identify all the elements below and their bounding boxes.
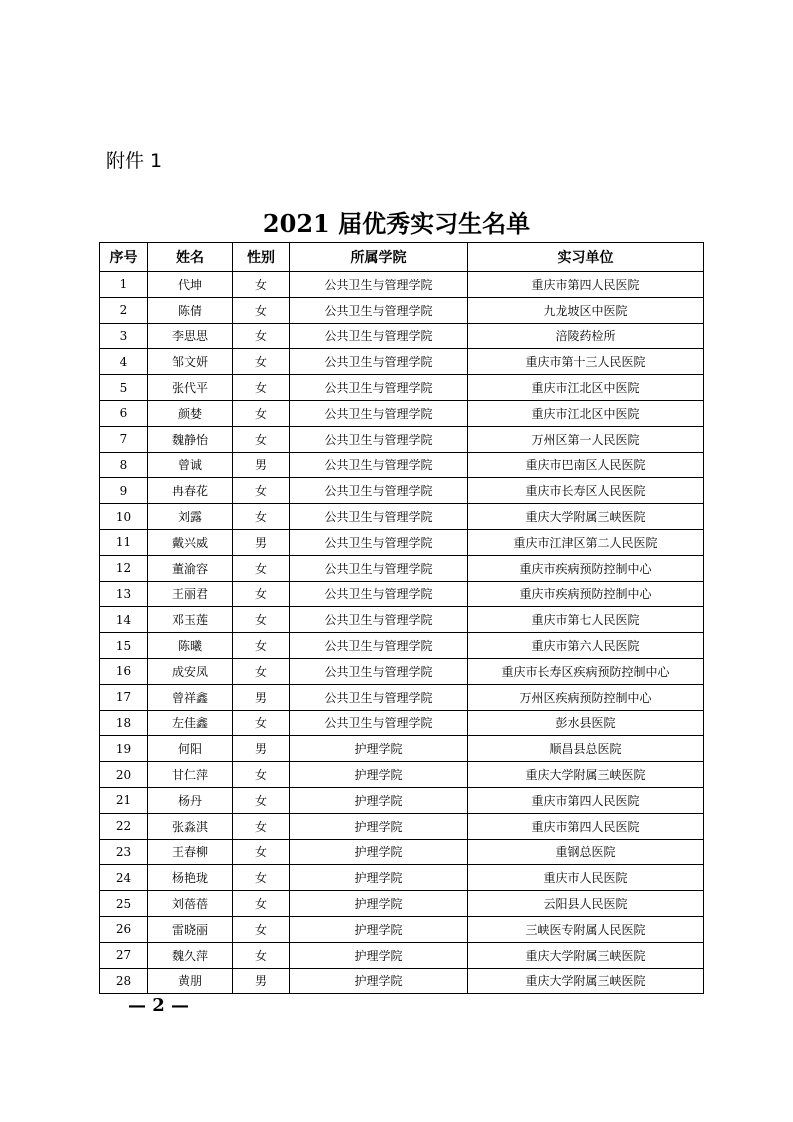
cell-college: 公共卫生与管理学院 bbox=[290, 581, 468, 607]
cell-gender: 女 bbox=[233, 323, 290, 349]
cell-internship-unit: 重庆市第四人民医院 bbox=[468, 787, 704, 813]
cell-index: 4 bbox=[100, 349, 148, 375]
cell-name: 王丽君 bbox=[148, 581, 233, 607]
cell-college: 护理学院 bbox=[290, 916, 468, 942]
cell-gender: 女 bbox=[233, 555, 290, 581]
cell-name: 冉春花 bbox=[148, 478, 233, 504]
cell-college: 公共卫生与管理学院 bbox=[290, 504, 468, 530]
column-header-internship-unit: 实习单位 bbox=[468, 243, 704, 272]
table-row bbox=[100, 633, 704, 659]
cell-college: 公共卫生与管理学院 bbox=[290, 426, 468, 452]
cell-name: 张代平 bbox=[148, 375, 233, 401]
cell-internship-unit: 重庆大学附属三峡医院 bbox=[468, 968, 704, 994]
cell-gender: 女 bbox=[233, 504, 290, 530]
table-row bbox=[100, 400, 704, 426]
cell-name: 李思思 bbox=[148, 323, 233, 349]
table-row bbox=[100, 865, 704, 891]
cell-name: 王春柳 bbox=[148, 839, 233, 865]
cell-name: 刘蓓蓓 bbox=[148, 891, 233, 917]
cell-gender: 女 bbox=[233, 400, 290, 426]
table-row bbox=[100, 297, 704, 323]
cell-internship-unit: 重庆大学附属三峡医院 bbox=[468, 762, 704, 788]
cell-index: 15 bbox=[100, 633, 148, 659]
column-header-name: 姓名 bbox=[148, 243, 233, 272]
table-row bbox=[100, 452, 704, 478]
cell-gender: 男 bbox=[233, 684, 290, 710]
cell-name: 颜婪 bbox=[148, 400, 233, 426]
cell-college: 护理学院 bbox=[290, 736, 468, 762]
cell-college: 公共卫生与管理学院 bbox=[290, 684, 468, 710]
column-header-college: 所属学院 bbox=[290, 243, 468, 272]
table-row bbox=[100, 762, 704, 788]
cell-name: 雷晓丽 bbox=[148, 916, 233, 942]
cell-gender: 女 bbox=[233, 581, 290, 607]
table-row bbox=[100, 323, 704, 349]
cell-name: 戴兴威 bbox=[148, 529, 233, 555]
cell-index: 14 bbox=[100, 607, 148, 633]
cell-college: 公共卫生与管理学院 bbox=[290, 555, 468, 581]
cell-internship-unit: 重钢总医院 bbox=[468, 839, 704, 865]
cell-college: 护理学院 bbox=[290, 839, 468, 865]
cell-internship-unit: 重庆市长寿区人民医院 bbox=[468, 478, 704, 504]
cell-gender: 女 bbox=[233, 607, 290, 633]
cell-college: 护理学院 bbox=[290, 865, 468, 891]
cell-name: 甘仁萍 bbox=[148, 762, 233, 788]
cell-college: 公共卫生与管理学院 bbox=[290, 400, 468, 426]
cell-college: 护理学院 bbox=[290, 813, 468, 839]
cell-index: 6 bbox=[100, 400, 148, 426]
cell-gender: 女 bbox=[233, 865, 290, 891]
cell-name: 魏静怡 bbox=[148, 426, 233, 452]
cell-internship-unit: 重庆市第四人民医院 bbox=[468, 272, 704, 298]
cell-index: 7 bbox=[100, 426, 148, 452]
cell-name: 邹文妍 bbox=[148, 349, 233, 375]
cell-internship-unit: 云阳县人民医院 bbox=[468, 891, 704, 917]
cell-gender: 男 bbox=[233, 968, 290, 994]
cell-college: 公共卫生与管理学院 bbox=[290, 607, 468, 633]
column-header-gender: 性别 bbox=[233, 243, 290, 272]
cell-gender: 男 bbox=[233, 452, 290, 478]
cell-index: 22 bbox=[100, 813, 148, 839]
table-row bbox=[100, 426, 704, 452]
table-row bbox=[100, 736, 704, 762]
table-row bbox=[100, 787, 704, 813]
cell-gender: 女 bbox=[233, 349, 290, 375]
table-row bbox=[100, 375, 704, 401]
table-row bbox=[100, 607, 704, 633]
cell-college: 护理学院 bbox=[290, 968, 468, 994]
cell-name: 代坤 bbox=[148, 272, 233, 298]
cell-gender: 女 bbox=[233, 813, 290, 839]
table-row bbox=[100, 581, 704, 607]
cell-gender: 女 bbox=[233, 762, 290, 788]
cell-college: 公共卫生与管理学院 bbox=[290, 658, 468, 684]
cell-index: 1 bbox=[100, 272, 148, 298]
cell-internship-unit: 重庆市第七人民医院 bbox=[468, 607, 704, 633]
cell-name: 曾诚 bbox=[148, 452, 233, 478]
table-row bbox=[100, 813, 704, 839]
cell-college: 公共卫生与管理学院 bbox=[290, 297, 468, 323]
cell-index: 23 bbox=[100, 839, 148, 865]
table-header-row bbox=[100, 243, 704, 272]
cell-internship-unit: 万州区第一人民医院 bbox=[468, 426, 704, 452]
cell-index: 20 bbox=[100, 762, 148, 788]
cell-college: 公共卫生与管理学院 bbox=[290, 349, 468, 375]
cell-college: 公共卫生与管理学院 bbox=[290, 529, 468, 555]
cell-index: 11 bbox=[100, 529, 148, 555]
cell-index: 27 bbox=[100, 942, 148, 968]
cell-college: 护理学院 bbox=[290, 787, 468, 813]
document-title: 2021 届优秀实习生名单 bbox=[262, 209, 531, 238]
cell-gender: 女 bbox=[233, 942, 290, 968]
cell-gender: 男 bbox=[233, 736, 290, 762]
cell-internship-unit: 重庆市巴南区人民医院 bbox=[468, 452, 704, 478]
cell-college: 公共卫生与管理学院 bbox=[290, 478, 468, 504]
cell-internship-unit: 重庆市疾病预防控制中心 bbox=[468, 555, 704, 581]
table-body bbox=[100, 272, 704, 994]
cell-index: 24 bbox=[100, 865, 148, 891]
cell-internship-unit: 重庆市第十三人民医院 bbox=[468, 349, 704, 375]
cell-internship-unit: 重庆市江北区中医院 bbox=[468, 400, 704, 426]
cell-index: 13 bbox=[100, 581, 148, 607]
cell-internship-unit: 重庆市江津区第二人民医院 bbox=[468, 529, 704, 555]
cell-gender: 女 bbox=[233, 916, 290, 942]
cell-index: 3 bbox=[100, 323, 148, 349]
cell-college: 公共卫生与管理学院 bbox=[290, 710, 468, 736]
table-row bbox=[100, 710, 704, 736]
cell-internship-unit: 重庆大学附属三峡医院 bbox=[468, 504, 704, 530]
table-row bbox=[100, 916, 704, 942]
cell-internship-unit: 三峡医专附属人民医院 bbox=[468, 916, 704, 942]
cell-index: 10 bbox=[100, 504, 148, 530]
cell-index: 16 bbox=[100, 658, 148, 684]
table-row bbox=[100, 478, 704, 504]
cell-internship-unit: 重庆大学附属三峡医院 bbox=[468, 942, 704, 968]
cell-internship-unit: 万州区疾病预防控制中心 bbox=[468, 684, 704, 710]
intern-roster-table bbox=[99, 242, 704, 994]
attachment-label: 附件 1 bbox=[106, 150, 163, 172]
cell-internship-unit: 重庆市疾病预防控制中心 bbox=[468, 581, 704, 607]
cell-college: 公共卫生与管理学院 bbox=[290, 272, 468, 298]
cell-index: 21 bbox=[100, 787, 148, 813]
cell-name: 陈倩 bbox=[148, 297, 233, 323]
column-header-index: 序号 bbox=[100, 243, 148, 272]
cell-name: 刘露 bbox=[148, 504, 233, 530]
cell-internship-unit: 彭水县医院 bbox=[468, 710, 704, 736]
cell-gender: 女 bbox=[233, 787, 290, 813]
cell-internship-unit: 涪陵药检所 bbox=[468, 323, 704, 349]
cell-gender: 女 bbox=[233, 375, 290, 401]
cell-internship-unit: 顺昌县总医院 bbox=[468, 736, 704, 762]
cell-index: 2 bbox=[100, 297, 148, 323]
table-row bbox=[100, 968, 704, 994]
cell-internship-unit: 重庆市人民医院 bbox=[468, 865, 704, 891]
cell-name: 杨丹 bbox=[148, 787, 233, 813]
cell-index: 18 bbox=[100, 710, 148, 736]
table-row bbox=[100, 942, 704, 968]
cell-college: 公共卫生与管理学院 bbox=[290, 323, 468, 349]
cell-name: 曾祥鑫 bbox=[148, 684, 233, 710]
cell-index: 5 bbox=[100, 375, 148, 401]
table-row bbox=[100, 272, 704, 298]
table-row bbox=[100, 529, 704, 555]
cell-gender: 女 bbox=[233, 633, 290, 659]
cell-college: 护理学院 bbox=[290, 942, 468, 968]
cell-college: 护理学院 bbox=[290, 891, 468, 917]
cell-internship-unit: 九龙坡区中医院 bbox=[468, 297, 704, 323]
cell-index: 26 bbox=[100, 916, 148, 942]
cell-gender: 女 bbox=[233, 297, 290, 323]
table-row bbox=[100, 349, 704, 375]
cell-gender: 女 bbox=[233, 710, 290, 736]
table-row bbox=[100, 504, 704, 530]
cell-name: 何阳 bbox=[148, 736, 233, 762]
cell-index: 28 bbox=[100, 968, 148, 994]
table-row bbox=[100, 555, 704, 581]
cell-college: 公共卫生与管理学院 bbox=[290, 452, 468, 478]
cell-gender: 女 bbox=[233, 272, 290, 298]
cell-gender: 女 bbox=[233, 891, 290, 917]
cell-name: 黄朋 bbox=[148, 968, 233, 994]
cell-internship-unit: 重庆市江北区中医院 bbox=[468, 375, 704, 401]
cell-name: 张淼淇 bbox=[148, 813, 233, 839]
cell-college: 公共卫生与管理学院 bbox=[290, 633, 468, 659]
table-row bbox=[100, 891, 704, 917]
cell-index: 19 bbox=[100, 736, 148, 762]
cell-internship-unit: 重庆市长寿区疾病预防控制中心 bbox=[468, 658, 704, 684]
cell-internship-unit: 重庆市第六人民医院 bbox=[468, 633, 704, 659]
cell-college: 护理学院 bbox=[290, 762, 468, 788]
table-row bbox=[100, 658, 704, 684]
cell-gender: 男 bbox=[233, 529, 290, 555]
cell-index: 12 bbox=[100, 555, 148, 581]
cell-name: 成安凤 bbox=[148, 658, 233, 684]
cell-index: 25 bbox=[100, 891, 148, 917]
cell-college: 公共卫生与管理学院 bbox=[290, 375, 468, 401]
cell-name: 董渝容 bbox=[148, 555, 233, 581]
cell-gender: 女 bbox=[233, 478, 290, 504]
table-row bbox=[100, 839, 704, 865]
cell-gender: 女 bbox=[233, 839, 290, 865]
cell-gender: 女 bbox=[233, 426, 290, 452]
cell-name: 邓玉莲 bbox=[148, 607, 233, 633]
cell-name: 杨艳珑 bbox=[148, 865, 233, 891]
page-number: — 2 — bbox=[128, 995, 190, 1016]
cell-name: 陈曦 bbox=[148, 633, 233, 659]
table-row bbox=[100, 684, 704, 710]
cell-index: 8 bbox=[100, 452, 148, 478]
cell-internship-unit: 重庆市第四人民医院 bbox=[468, 813, 704, 839]
cell-gender: 女 bbox=[233, 658, 290, 684]
cell-name: 魏久萍 bbox=[148, 942, 233, 968]
cell-index: 9 bbox=[100, 478, 148, 504]
cell-index: 17 bbox=[100, 684, 148, 710]
cell-name: 左佳鑫 bbox=[148, 710, 233, 736]
